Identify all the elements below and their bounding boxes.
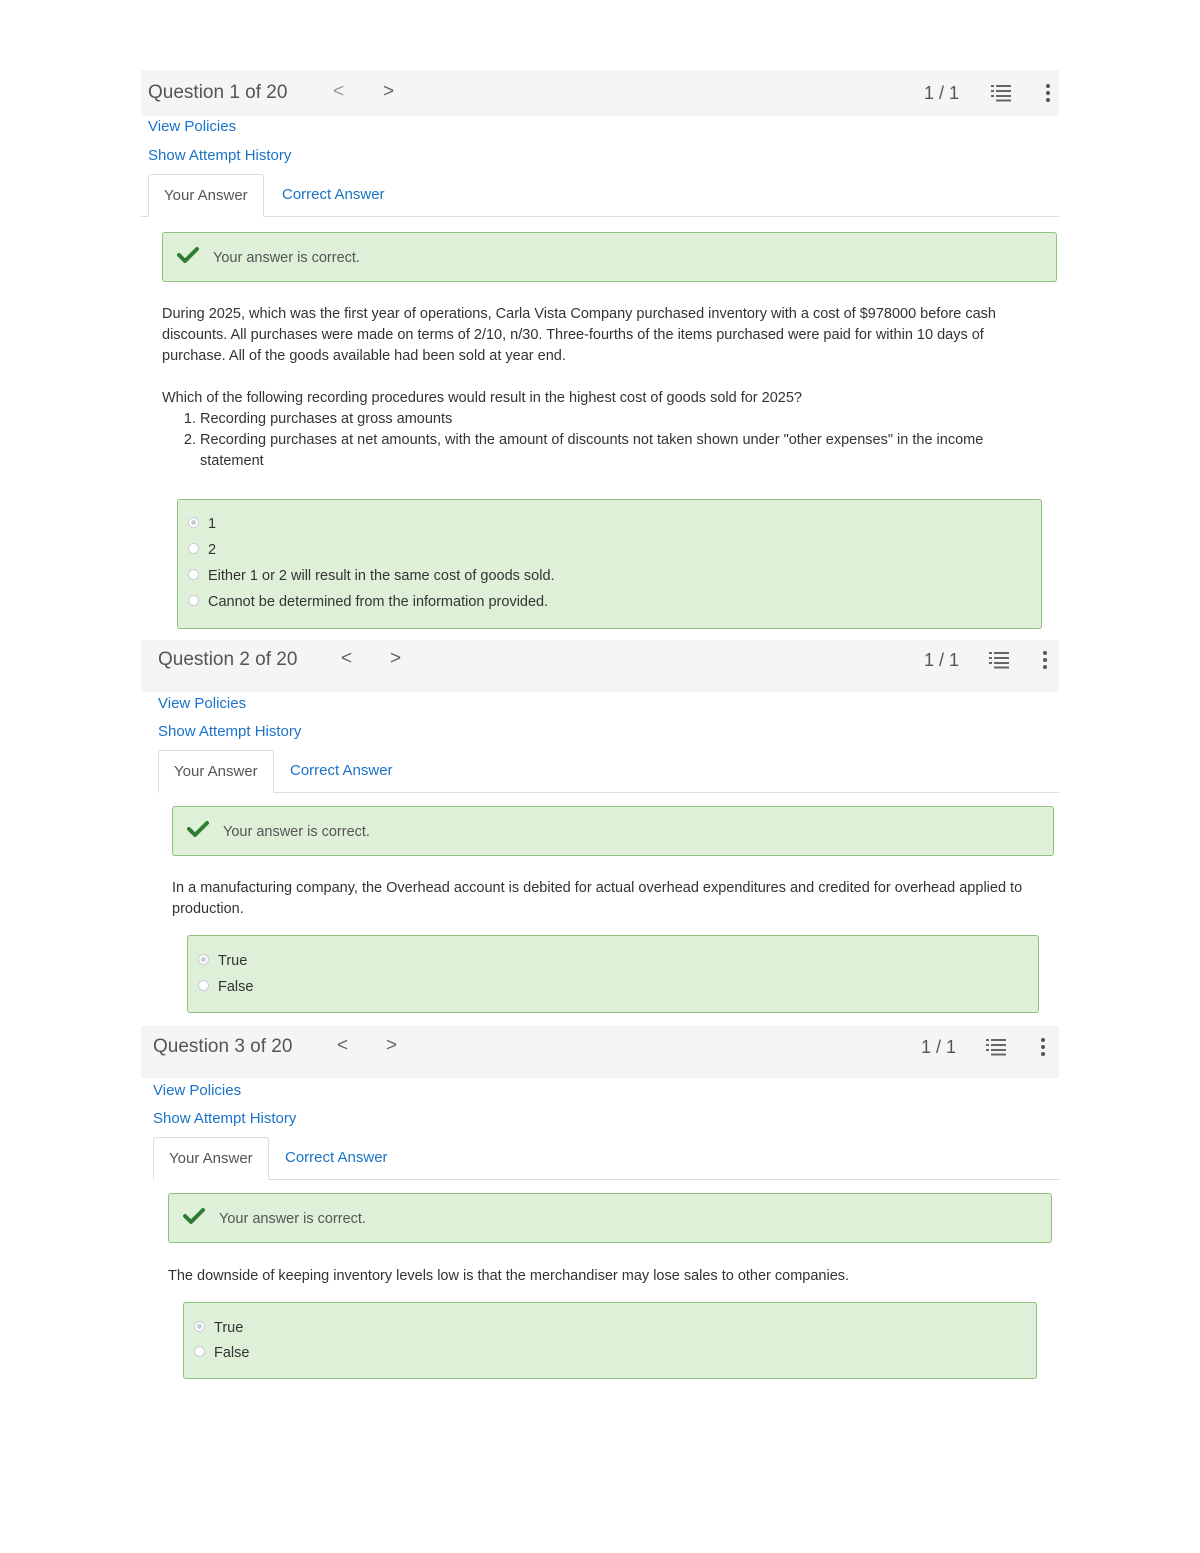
radio-button[interactable] (198, 954, 209, 965)
list-item: 2. Recording purchases at net amounts, with the amount of discounts not taken shown under "other expenses" in the income statement (200, 430, 1042, 472)
question-paragraph: The downside of keeping inventory levels low is that the merchandiser may lose sales to other companies. (168, 1268, 850, 1284)
tab-your-answer[interactable]: Your Answer (158, 750, 274, 793)
radio-button[interactable] (198, 980, 209, 991)
radio-button[interactable] (194, 1346, 205, 1357)
tab-your-answer[interactable]: Your Answer (148, 174, 264, 217)
next-question-button[interactable]: > (383, 81, 395, 102)
list-icon[interactable] (989, 651, 1009, 669)
answer-option[interactable]: 1 (188, 514, 216, 534)
question-score: 1 / 1 (921, 1037, 957, 1057)
tab-correct-answer[interactable]: Correct Answer (290, 762, 393, 779)
question-block-1 (141, 70, 1059, 635)
answer-tabs (141, 174, 1059, 217)
next-question-button[interactable]: > (386, 1035, 398, 1056)
question-text (172, 878, 1052, 920)
question-title: Question 2 of 20 (158, 649, 298, 670)
radio-button[interactable] (194, 1321, 205, 1332)
question-prompt: Which of the following recording procedures would result in the highest cost of goods sold for 2025? (162, 390, 802, 406)
question-paragraph: In a manufacturing company, the Overhead account is debited for actual overhead expenditures and credited for overhead applied to production. (172, 880, 1023, 917)
radio-button[interactable] (188, 595, 199, 606)
kebab-menu-icon[interactable] (1044, 83, 1052, 103)
view-policies-link[interactable]: View Policies (153, 1082, 242, 1099)
tab-correct-answer[interactable]: Correct Answer (285, 1149, 388, 1166)
answer-option[interactable]: Either 1 or 2 will result in the same cost of goods sold. (188, 566, 555, 586)
previous-question-button[interactable]: < (337, 1035, 349, 1056)
question-score: 1 / 1 (924, 650, 960, 670)
next-question-button[interactable]: > (390, 648, 402, 669)
answer-options (183, 1302, 1037, 1379)
correct-answer-alert (162, 232, 1057, 282)
list-icon[interactable] (986, 1038, 1006, 1056)
answer-option[interactable]: False (194, 1343, 249, 1363)
answer-option[interactable]: True (198, 951, 247, 971)
check-icon (177, 246, 199, 264)
show-attempt-history-link[interactable]: Show Attempt History (158, 723, 302, 740)
question-title: Question 3 of 20 (153, 1036, 293, 1057)
tab-your-answer[interactable]: Your Answer (153, 1137, 269, 1180)
radio-button[interactable] (188, 543, 199, 554)
question-header (141, 1026, 1059, 1078)
previous-question-button[interactable]: < (333, 81, 345, 102)
correct-answer-alert (168, 1193, 1052, 1243)
question-text (162, 304, 1042, 472)
correct-answer-alert (172, 806, 1054, 856)
question-block-2 (141, 640, 1059, 1025)
answer-option[interactable]: Cannot be determined from the information provided. (188, 592, 548, 612)
view-policies-link[interactable]: View Policies (158, 695, 247, 712)
radio-button[interactable] (188, 569, 199, 580)
answer-tabs (153, 1137, 1059, 1180)
answer-options (187, 935, 1039, 1013)
check-icon (187, 820, 209, 838)
correct-message: Your answer is correct. (219, 1211, 366, 1227)
correct-message: Your answer is correct. (213, 250, 360, 266)
question-text (168, 1266, 1048, 1287)
view-policies-link[interactable]: View Policies (148, 118, 237, 135)
answer-option[interactable]: True (194, 1318, 243, 1338)
question-block-3 (141, 1026, 1059, 1392)
question-paragraph: During 2025, which was the first year of operations, Carla Vista Company purchased inventory with a cost of $978000 before cash discounts. All purchases were made on terms of 2/10, n/30. Three-fourths of the items purchased were paid for within 10 days of purchase. All of the goods available had been sold at year end. (162, 306, 996, 364)
answer-option[interactable]: 2 (188, 540, 216, 560)
question-title: Question 1 of 20 (148, 82, 288, 103)
answer-option[interactable]: False (198, 977, 253, 997)
show-attempt-history-link[interactable]: Show Attempt History (153, 1110, 297, 1127)
answer-tabs (158, 750, 1059, 793)
correct-message: Your answer is correct. (223, 824, 370, 840)
procedure-list (162, 409, 1042, 472)
kebab-menu-icon[interactable] (1039, 1037, 1047, 1057)
kebab-menu-icon[interactable] (1041, 650, 1049, 670)
list-item: 1. Recording purchases at gross amounts (200, 409, 1042, 430)
question-header (141, 640, 1059, 692)
answer-options (177, 499, 1042, 629)
check-icon (183, 1207, 205, 1225)
list-icon[interactable] (991, 84, 1011, 102)
tab-correct-answer[interactable]: Correct Answer (282, 186, 385, 203)
previous-question-button[interactable]: < (341, 648, 353, 669)
question-score: 1 / 1 (924, 83, 960, 103)
question-header (141, 70, 1059, 116)
show-attempt-history-link[interactable]: Show Attempt History (148, 147, 292, 164)
radio-button[interactable] (188, 517, 199, 528)
